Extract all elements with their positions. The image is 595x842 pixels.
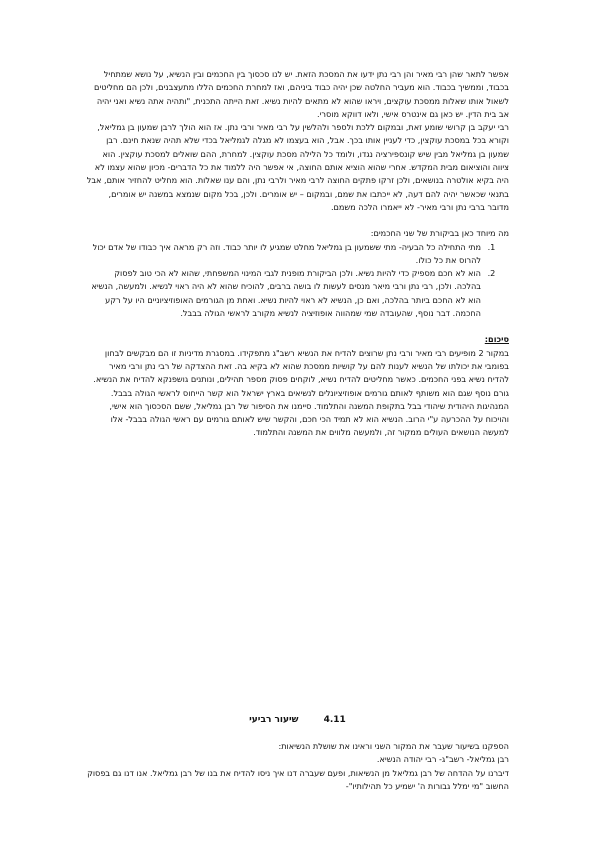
critique-list-item-2: 2. הוא לא חכם מספיק כדי להיות נשיא. ולכן הביקורת מופנית לגבי המינוי המשפחתי, שהוא לא הכי טוב לפסוק בהלכה. ולכן, רבי נתן ורבי מיאר מנסים לעשות לו בושה ברבים, להוכיח שהוא לא היה ראוי לנשיא. ולמעשה, הנשיא הוא לא החכם ביותר בהלכה, ואם כן, הנשיא לא ראוי להיות נשיא. ואחת מן הגורמים האופוזיציוניים היו על רקע החכמה. דבר נוסף, שהעובדה שמי שמהווה אופוזיציה לנשיא מקורב לראשי הגולה בבבל. xyxy=(86,267,485,320)
summary-heading: סיכום: xyxy=(484,334,509,345)
lesson-line-1: הספקנו בשיעור שעבר את המקור השני וראינו את שושלת הנשיאות: xyxy=(278,741,509,751)
lesson-text-block xyxy=(86,740,509,793)
critique-list-item-1: 1. מתי התחילה כל הבעיה- מתי ששמעון בן גמליאל מחלט שמגיע לו יותר כבוד. וזה רק מראה איך כבודו של אדם יכול להרוס את כל כולו. xyxy=(86,241,485,268)
paragraph-spacer xyxy=(86,214,509,227)
intro-paragraph-1: אפשר לתאר שהן רבי מאיר והן רבי נתן ידעו את המסכת הזאת. יש לנו סכסוך בין החכמים ובין הנשיא, על נושא שמתחיל בכבוד, וממשיך בכבוד. הוא מעביר החלטה שכן יהיה כבוד ביניהם, ואז למחרת החכמים הללו מתעצבנים, ולכן הם מחליטים לשאול אותו שאלות ממסכת עוקצים, ויראו שהוא לא מתאים להיות נשיא. זאת הייתה התכנית, "ותהיה אתה נשיא ואני יהיה אב בית הדין. יש כאן גם אינטרס אישי, ולאו דווקא מוסרי. xyxy=(94,69,509,119)
summary-text: במקור 2 מופיעים רבי מאיר ורבי נתן שרוצים להדיח את הנשיא רשב"ג מתפקידו. במסגרת מדיניות זו הם מבקשים לבחון בפומבי את יכולתו של הנשיא לענות להם על קושיות ממסכת שהוא לא בקיא בה. זאת ההצדקה של רבי נתן ורבי מאיר להדיח נשיא בפני החכמים. כאשר מחליטים להדיח נשיא, לוקחים פסוק מספר תהילים, ונותנים גושפנקא להדיח את הנשיא. גורם נוסף שגם הוא משותף לאותם גורמים אופוזיציונלים לנשיאים בארץ ישראל הוא קשר הייחוס לראשי הגולה בבבל. המנהיגות היהודית שיהודי בבל בתקופת המשנה והתלמוד. סיימנו את הסיפור של רבן גמליאל, ששם הסכסוך הוא אישי, והויכוח על ההכרעה ע"י הרוב. הנשיא הוא לא תמיד הכי חכם, והקשר שיש לאותם גורמים עם ראשי הגולה בבבל- אלו למעשה הנושאים העולים ממקור זה, ולמעשה מלווים את המשנה והתלמוד. xyxy=(93,347,509,438)
main-text-block xyxy=(86,68,509,440)
paragraph-spacer xyxy=(86,320,509,333)
lesson-number: 4.11 xyxy=(323,715,346,725)
lesson-line-3: דיברנו על ההדחה של רבן גמליאל מן הנשיאות, ופעם שעברה דנו איך ניסו להדיח את בנו של רבן גמליאל. אנו דנו גם בפסוק החשוב "מי ימלל גבורות ה' ישמיע כל תהילותיו"- xyxy=(87,767,509,791)
lesson-title: שיעור רביעי xyxy=(249,715,299,725)
intro-paragraph-2: רבי יעקב בן קרושי שומע זאת, ובמקום ללכת ולספר ולהלשין על רבי מאיר ורבי נתן. אז הוא הולך לרבן שמעון בן גמליאל, וקורא בכל במסכת עוקצין, כדי לעניין אותו בכך. אבל, הוא בעצמו לא מגלה לגמליאל בכדי שלא תהיה שנאת חינם. רבן שמעון בן גמליאל מבין שיש קונספירציה נגדו, ולומד כל הלילה מסכת עוקצין. למחרת, ההם שואלים למסכת עוקצין. הוא ציווה והוציאום מבית המקדש. אחרי שהוא הוציא אותם החוצה, אי אפשר היה ללמוד את כל הדברים- מכיון שהוא עצמו לא היה בקיא אולטרה בנושאים, ולכן זרקו פתקים החוצה לרבי מאיר ולרבי נתן, והם ענו שאלות. הוא מחליט להחזיר אותם, אבל בתנאי שכאשר יהיה להם דעה, לא ייכתבו את שמם, ובמקום – יש אומרים. ולכן, בכל מקום שנמצא במשנה יש אומרים, מדובר ברבי נתן ורבי מאיר- לא ייאמרו הלכה משמם. xyxy=(86,122,509,212)
critique-list xyxy=(86,241,509,321)
lesson-heading xyxy=(86,715,509,725)
lesson-line-2: רבן גמליאל- רשב"ג- רבי יהודה הנשיא. xyxy=(376,754,509,765)
critique-question: מה מיוחד כאן בביקורת של שני החכמים: xyxy=(370,228,509,239)
